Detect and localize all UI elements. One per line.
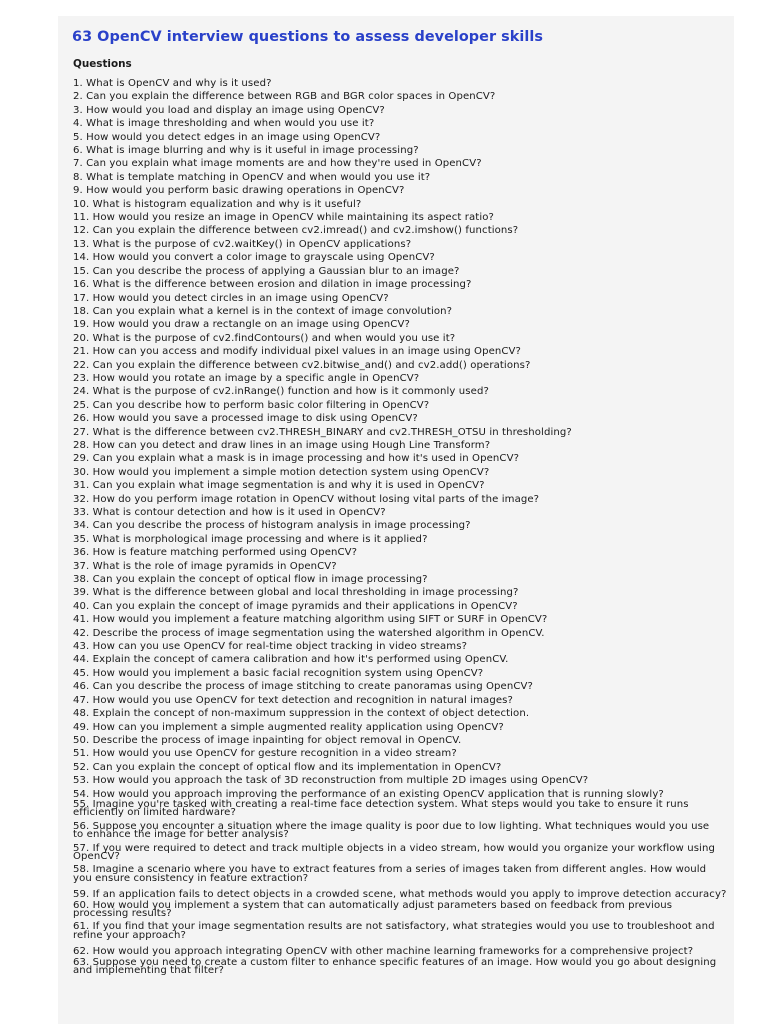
- question-item: 49. How can you implement a simple augmented reality application using OpenCV?: [73, 721, 504, 733]
- question-item: 36. How is feature matching performed using OpenCV?: [73, 547, 358, 559]
- question-item: 60. How would you implement a system that can automatically adjust parameters based on feedback from previous processing results?: [73, 899, 673, 919]
- question-item: 12. Can you explain the difference between cv2.imread() and cv2.imshow() functions?: [73, 225, 519, 237]
- question-item: 62. How would you approach integrating OpenCV with other machine learning frameworks for a comprehensive project?: [73, 946, 694, 958]
- question-item: 38. Can you explain the concept of optical flow in image processing?: [73, 574, 428, 586]
- question-item: 1. What is OpenCV and why is it used?: [73, 78, 272, 89]
- question-item: 17. How would you detect circles in an image using OpenCV?: [73, 292, 389, 304]
- question-item: 46. Can you describe the process of image stitching to create panoramas using OpenCV?: [73, 681, 533, 693]
- question-item: 40. Can you explain the concept of image pyramids and their applications in OpenCV?: [73, 600, 518, 612]
- question-item: 55. Imagine you're tasked with creating a real-time face detection system. What steps would you take to ensure it runs efficiently on limited hardware?: [73, 798, 689, 819]
- question-item: 6. What is image blurring and why is it useful in image processing?: [73, 145, 419, 157]
- question-item: 47. How would you use OpenCV for text detection and recognition in natural images?: [73, 694, 513, 706]
- question-item: 8. What is template matching in OpenCV and when would you use it?: [73, 171, 431, 183]
- question-item: 14. How would you convert a color image to grayscale using OpenCV?: [73, 252, 435, 264]
- question-item: 16. What is the difference between erosion and dilation in image processing?: [73, 279, 472, 291]
- question-item: 61. If you find that your image segmentation results are not satisfactory, what strategies would you use to troubleshoot and refine your approach?: [73, 921, 715, 941]
- question-item: 44. Explain the concept of camera calibration and how it's performed using OpenCV.: [73, 654, 509, 666]
- question-item: 24. What is the purpose of cv2.inRange() function and how is it commonly used?: [73, 386, 489, 398]
- question-list: [72, 77, 734, 980]
- question-item: 10. What is histogram equalization and why is it useful?: [73, 198, 362, 210]
- question-item: 23. How would you rotate an image by a specific angle in OpenCV?: [73, 372, 420, 384]
- question-item: 37. What is the role of image pyramids in OpenCV?: [73, 560, 337, 572]
- question-item: 3. How would you load and display an image using OpenCV?: [73, 104, 385, 116]
- question-item: 32. How do you perform image rotation in OpenCV without losing vital parts of the image?: [73, 493, 540, 505]
- document-page: [58, 16, 734, 1024]
- question-item: 27. What is the difference between cv2.THRESH_BINARY and cv2.THRESH_OTSU in thresholding?: [73, 426, 572, 438]
- question-item: 25. Can you describe how to perform basic color filtering in OpenCV?: [73, 399, 430, 411]
- question-item: 42. Describe the process of image segmentation using the watershed algorithm in OpenCV.: [73, 627, 545, 639]
- question-item: 15. Can you describe the process of applying a Gaussian blur to an image?: [73, 265, 460, 277]
- question-item: 19. How would you draw a rectangle on an image using OpenCV?: [73, 319, 410, 331]
- question-item: 50. Describe the process of image inpainting for object removal in OpenCV.: [73, 734, 462, 746]
- question-item: 41. How would you implement a feature matching algorithm using SIFT or SURF in OpenCV?: [73, 614, 548, 626]
- question-item: 2. Can you explain the difference between RGB and BGR color spaces in OpenCV?: [73, 91, 496, 103]
- question-item: 26. How would you save a processed image to disk using OpenCV?: [73, 413, 418, 425]
- question-item: 33. What is contour detection and how is it used in OpenCV?: [73, 507, 386, 518]
- question-item: 43. How can you use OpenCV for real-time object tracking in video streams?: [73, 641, 468, 653]
- question-item: 5. How would you detect edges in an image using OpenCV?: [73, 131, 381, 143]
- question-item: 63. Suppose you need to create a custom filter to enhance specific features of an image. How would you go about designing and implementing that filter?: [73, 956, 717, 977]
- document-title: 63 OpenCV interview questions to assess developer skills: [72, 29, 543, 45]
- question-item: 53. How would you approach the task of 3D reconstruction from multiple 2D images using OpenCV?: [73, 775, 589, 787]
- question-item: 34. Can you describe the process of histogram analysis in image processing?: [73, 520, 471, 532]
- question-item: 39. What is the difference between global and local thresholding in image processing?: [73, 587, 519, 599]
- section-heading: Questions: [73, 58, 132, 70]
- question-item: 59. If an application fails to detect objects in a crowded scene, what methods would you apply to improve detection accuracy?: [73, 889, 727, 901]
- question-item: 21. How can you access and modify individual pixel values in an image using OpenCV?: [73, 346, 522, 358]
- question-item: 18. Can you explain what a kernel is in the context of image convolution?: [73, 305, 453, 317]
- question-item: 20. What is the purpose of cv2.findContours() and when would you use it?: [73, 332, 456, 344]
- question-item: 56. Suppose you encounter a situation where the image quality is poor due to low lighting. What techniques would you use to enhance the image for better analysis?: [73, 820, 710, 841]
- question-item: 51. How would you use OpenCV for gesture recognition in a video stream?: [73, 748, 457, 760]
- question-item: 11. How would you resize an image in OpenCV while maintaining its aspect ratio?: [73, 212, 494, 224]
- question-item: 58. Imagine a scenario where you have to extract features from a series of images taken from different angles. How would you ensure consistency in feature extraction?: [73, 864, 707, 884]
- question-item: 48. Explain the concept of non-maximum suppression in the context of object detection.: [73, 708, 530, 720]
- question-item: 52. Can you explain the concept of optical flow and its implementation in OpenCV?: [73, 761, 502, 773]
- question-item: 9. How would you perform basic drawing operations in OpenCV?: [73, 185, 405, 197]
- question-item: 29. Can you explain what a mask is in image processing and how it's used in OpenCV?: [73, 453, 520, 465]
- question-item: 35. What is morphological image processing and where is it applied?: [73, 533, 428, 545]
- question-item: 28. How can you detect and draw lines in an image using Hough Line Transform?: [73, 439, 491, 451]
- question-item: 45. How would you implement a basic facial recognition system using OpenCV?: [73, 667, 484, 679]
- question-item: 30. How would you implement a simple motion detection system using OpenCV?: [73, 466, 490, 478]
- question-item: 7. Can you explain what image moments are and how they're used in OpenCV?: [73, 158, 482, 170]
- question-item: 22. Can you explain the difference between cv2.bitwise_and() and cv2.add() operations?: [73, 359, 531, 371]
- question-item: 13. What is the purpose of cv2.waitKey() in OpenCV applications?: [73, 238, 412, 250]
- question-item: 31. Can you explain what image segmentation is and why it is used in OpenCV?: [73, 480, 485, 492]
- question-item: 57. If you were required to detect and track multiple objects in a video stream, how would you organize your workflow using OpenCV?: [73, 842, 715, 862]
- question-item: 54. How would you approach improving the performance of an existing OpenCV application that is running slowly?: [73, 788, 664, 800]
- question-item: 4. What is image thresholding and when would you use it?: [73, 118, 375, 130]
